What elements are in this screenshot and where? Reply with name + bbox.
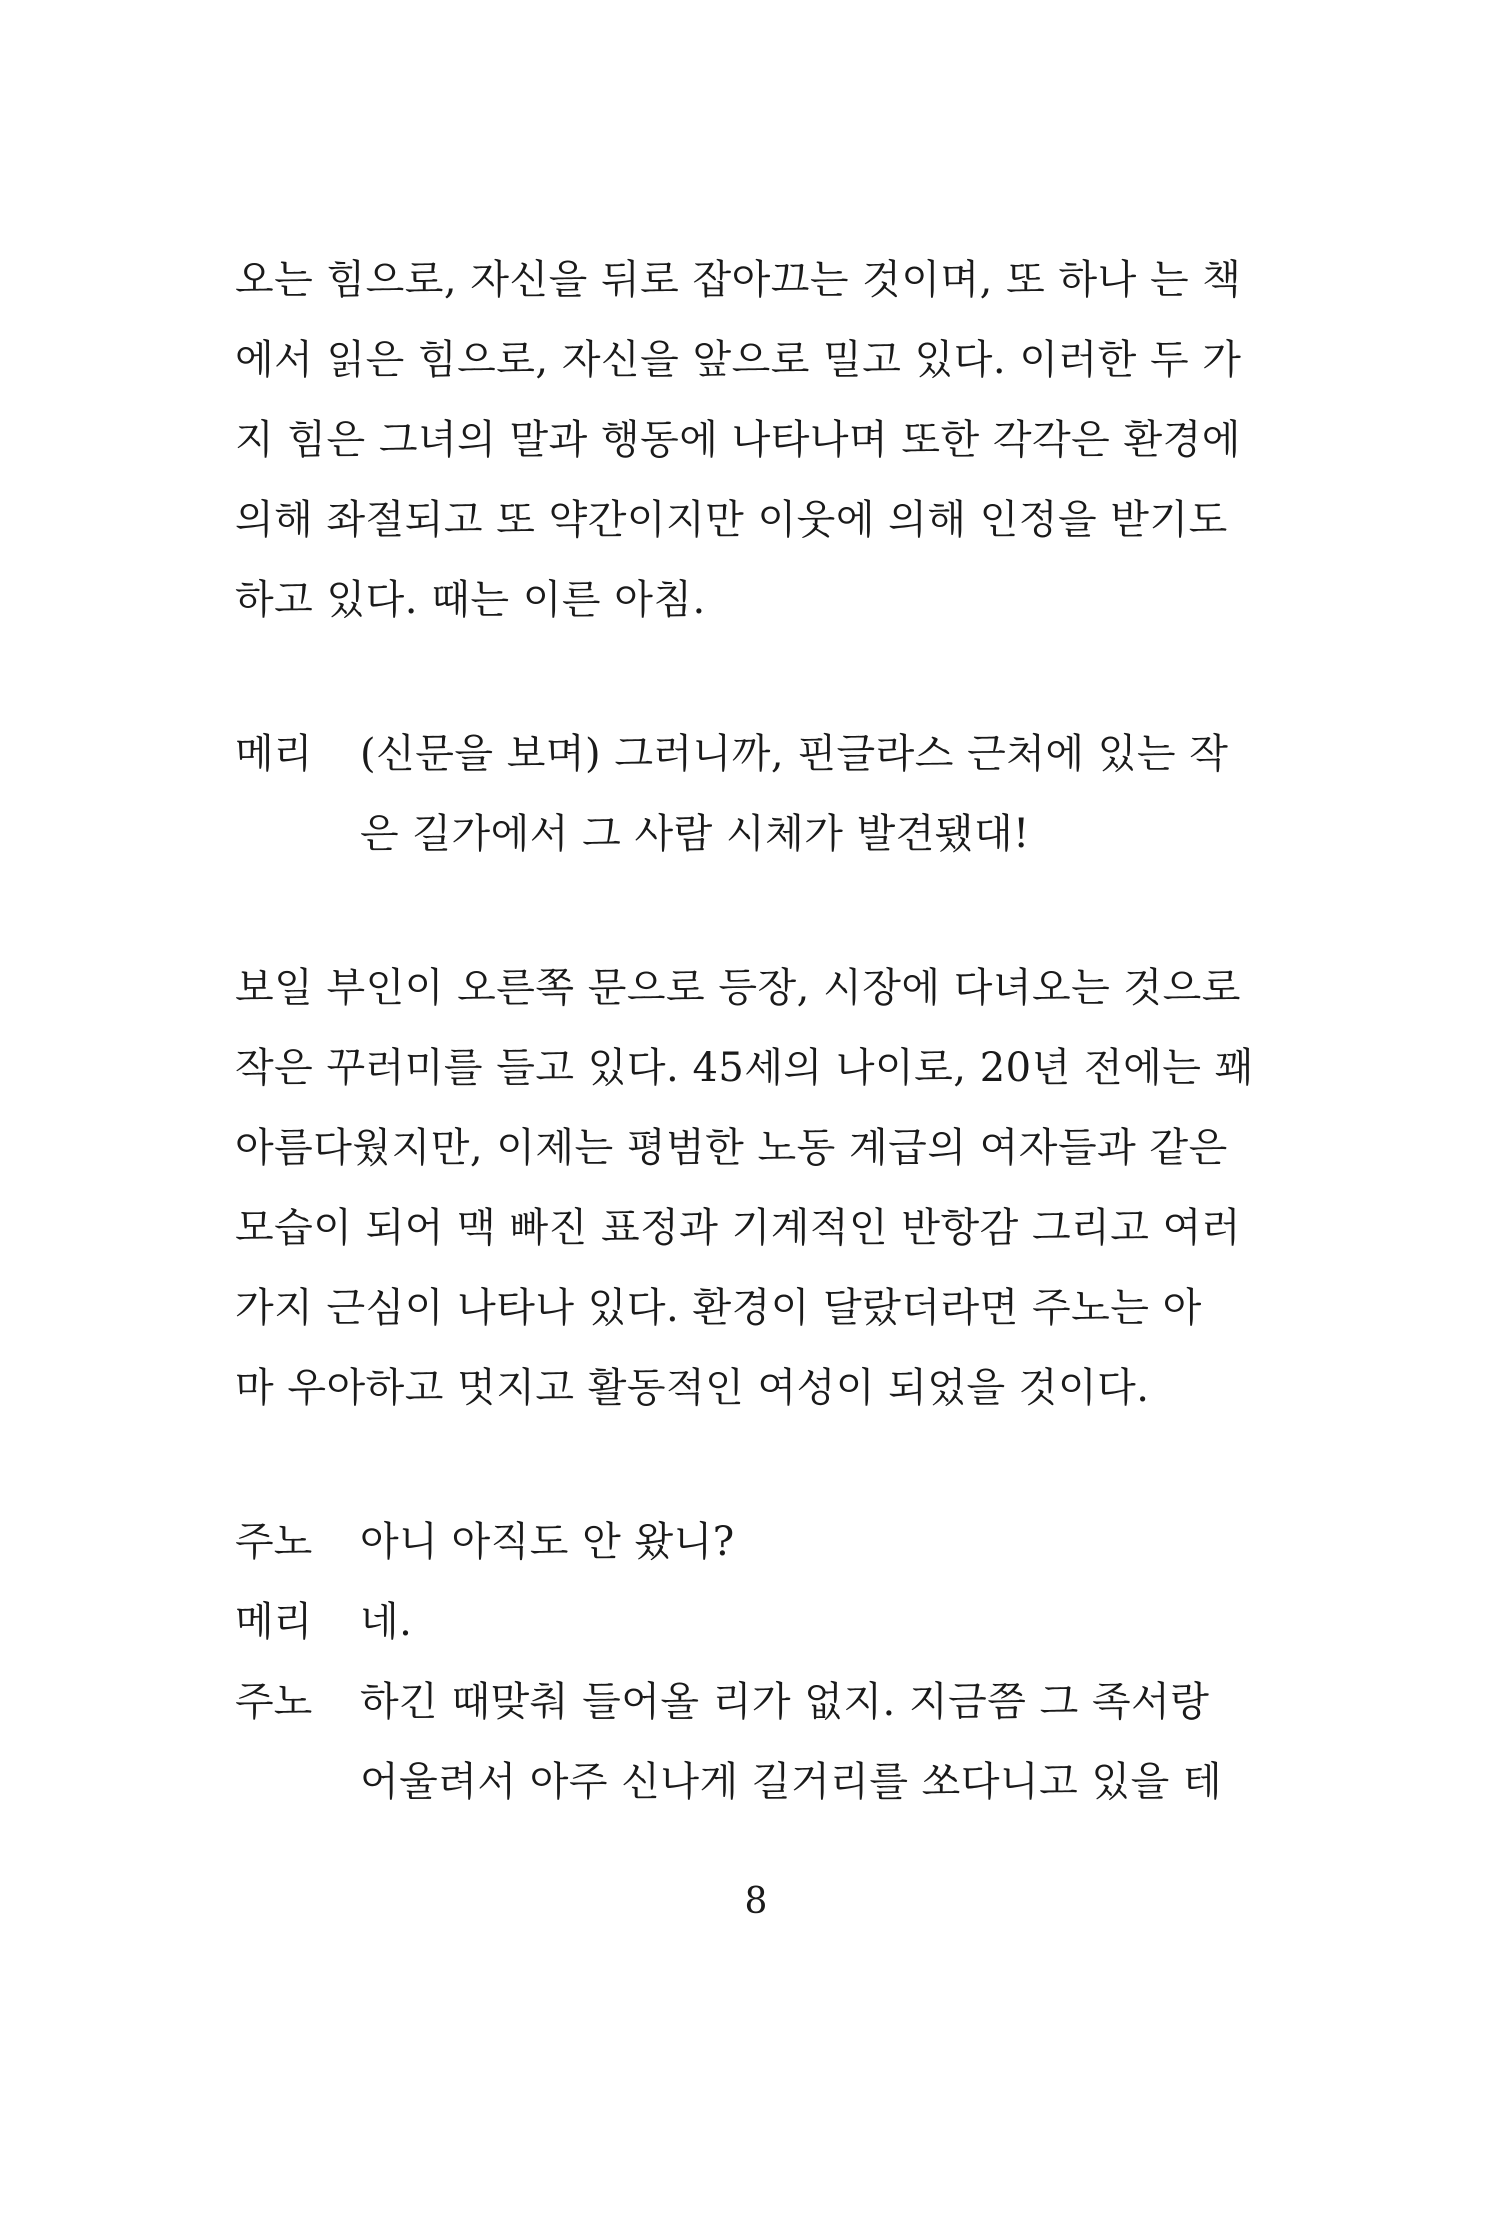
dialogue-line: (신문을 보며) 그러니까, 핀글라스 근처에 있는 작 <box>360 731 1229 777</box>
dialogue-line: 아니 아직도 안 왔니? <box>360 1519 735 1565</box>
speaker-name: 주노 <box>235 1679 313 1725</box>
text-line: 보일 부인이 오른쪽 문으로 등장, 시장에 다녀오는 것으로 <box>235 965 1241 1011</box>
text-line: 가지 근심이 나타나 있다. 환경이 달랐더라면 주노는 아 <box>235 1285 1202 1331</box>
dialogue-line: 네. <box>360 1599 413 1645</box>
text-line: 하고 있다. 때는 이른 아침. <box>235 577 706 623</box>
text-line: 모습이 되어 맥 빠진 표정과 기계적인 반항감 그리고 여러 <box>235 1205 1241 1251</box>
text-line: 아름다웠지만, 이제는 평범한 노동 계급의 여자들과 같은 <box>235 1125 1228 1171</box>
speaker-name: 메리 <box>235 731 313 777</box>
text-line: 에서 읽은 힘으로, 자신을 앞으로 밀고 있다. 이러한 두 가 <box>235 337 1242 383</box>
text-line: 지 힘은 그녀의 말과 행동에 나타나며 또한 각각은 환경에 <box>235 417 1241 463</box>
text-line: 의해 좌절되고 또 약간이지만 이웃에 의해 인정을 받기도 <box>235 497 1228 543</box>
speaker-name: 주노 <box>235 1519 313 1565</box>
dialogue-line: 은 길가에서 그 사람 시체가 발견됐대! <box>360 811 1030 857</box>
dialogue-line: 어울려서 아주 신나게 길거리를 쏘다니고 있을 테 <box>360 1759 1223 1805</box>
speaker-name: 메리 <box>235 1599 313 1645</box>
text-line: 작은 꾸러미를 들고 있다. 45세의 나이로, 20년 전에는 꽤 <box>235 1045 1254 1091</box>
page-number: 8 <box>744 1881 768 1922</box>
dialogue-line: 하긴 때맞춰 들어올 리가 없지. 지금쯤 그 족서랑 <box>360 1679 1210 1725</box>
text-line: 마 우아하고 멋지고 활동적인 여성이 되었을 것이다. <box>235 1365 1150 1411</box>
text-line: 오는 힘으로, 자신을 뒤로 잡아끄는 것이며, 또 하나 는 책 <box>235 257 1242 303</box>
